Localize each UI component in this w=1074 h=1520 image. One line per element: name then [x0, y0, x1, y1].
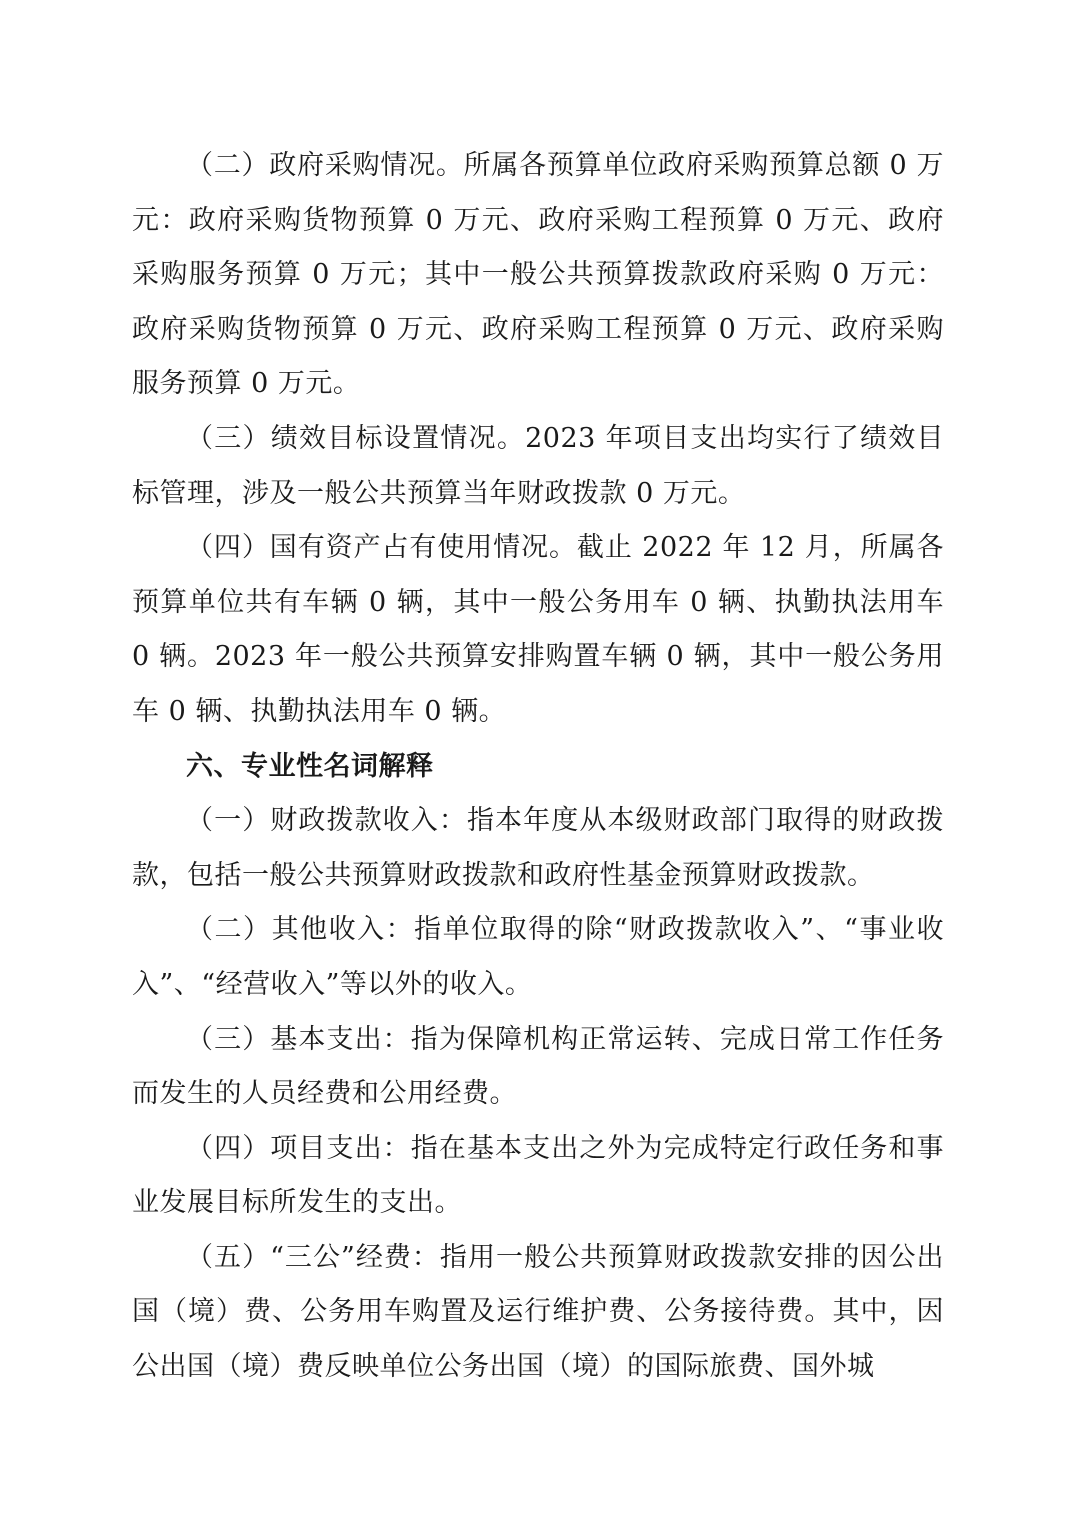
paragraph-basic-expenditure: （三）基本支出：指为保障机构正常运转、完成日常工作任务而发生的人员经费和公用经费。	[132, 1023, 944, 1110]
document-page	[132, 139, 944, 1395]
section-heading-terminology: 六、专业性名词解释	[186, 750, 434, 782]
paragraph-three-public-expenses: （五）“三公”经费：指用一般公共预算财政拨款安排的因公出国（境）费、公务用车购置及运行维护费、公务接待费。其中，因公出国（境）费反映单位公务出国（境）的国际旅费、国外城	[132, 1241, 944, 1383]
paragraph-project-expenditure: （四）项目支出：指在基本支出之外为完成特定行政任务和事业发展目标所发生的支出。	[132, 1132, 944, 1219]
paragraph-fiscal-appropriation-income: （一）财政拨款收入：指本年度从本级财政部门取得的财政拨款，包括一般公共预算财政拨款和政府性基金预算财政拨款。	[132, 805, 944, 891]
paragraph-state-assets: （四）国有资产占有使用情况。截止 2022 年 12 月，所属各预算单位共有车辆 0 辆，其中一般公务用车 0 辆、执勤执法用车 0 辆。2023 年一般公共预算安排购置车辆 0 辆，其中一般公务用车 0 辆、执勤执法用车 0 辆。	[132, 532, 944, 727]
paragraph-other-income: （二）其他收入：指单位取得的除“财政拨款收入”、“事业收入”、“经营收入”等以外的收入。	[132, 914, 944, 1000]
paragraph-performance-targets: （三）绩效目标设置情况。2023 年项目支出均实行了绩效目标管理，涉及一般公共预算当年财政拨款 0 万元。	[132, 422, 944, 509]
paragraph-government-procurement: （二）政府采购情况。所属各预算单位政府采购预算总额 0 万元：政府采购货物预算 0 万元、政府采购工程预算 0 万元、政府采购服务预算 0 万元；其中一般公共预算拨款政府采购 0 万元：政府采购货物预算 0 万元、政府采购工程预算 0 万元、政府采购服务预算 0 万元。	[132, 150, 944, 400]
